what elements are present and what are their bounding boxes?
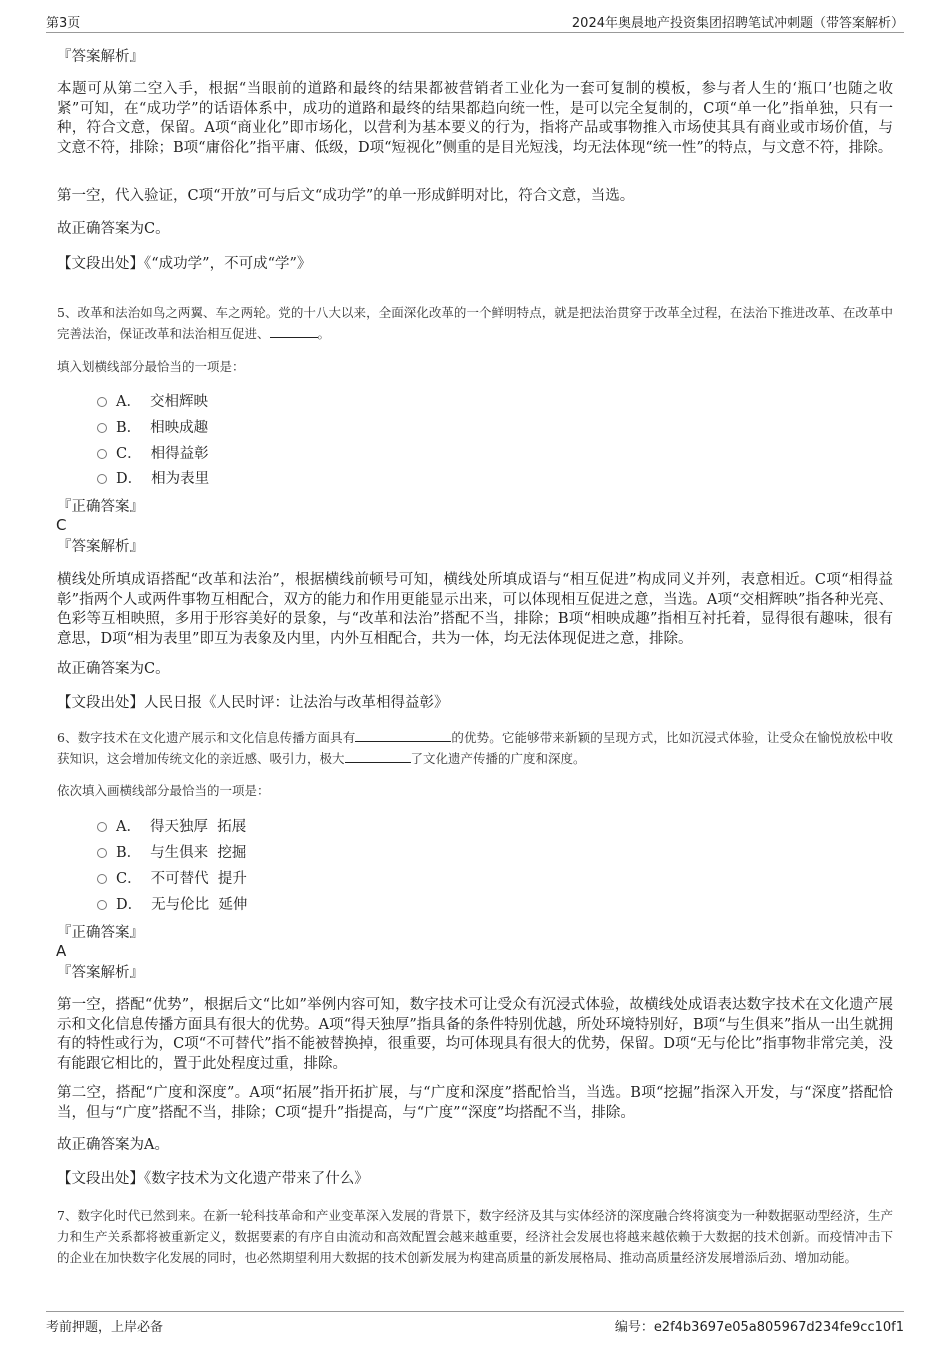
q6-stem-text-a: 6、数字技术在文化遗产展示和文化信息传播方面具有 — [57, 730, 356, 745]
q5-stem-text-a: 5、改革和法治如鸟之两翼、车之两轮。党的十八大以来，全面深化改革的一个鲜明特点，就是把法治贯穿于改革全过程，在法治下推进改革、在改革中完善法治，保证改革和法治相互促进、 — [57, 305, 893, 341]
q4-analysis-paragraph-2: 第一空，代入验证，C项“开放”可与后文“成功学”的单一形成鲜明对比，符合文意，当选。 — [57, 188, 635, 204]
radio-icon[interactable] — [97, 822, 107, 832]
q4-source: 【文段出处】《“成功学”，不可成“学”》 — [57, 256, 312, 272]
radio-icon[interactable] — [97, 874, 107, 884]
document-title: 2024年奥晨地产投资集团招聘笔试冲刺题（带答案解析） — [571, 16, 904, 31]
radio-icon[interactable] — [97, 449, 107, 459]
radio-icon[interactable] — [97, 474, 107, 484]
q5-instruction: 填入划横线部分最恰当的一项是： — [57, 359, 245, 374]
q6-stem-text-c: 了文化遗产传播的广度和深度。 — [410, 751, 586, 766]
q5-option-a[interactable]: A． 交相辉映 — [97, 392, 208, 412]
q5-analysis-label: 『答案解析』 — [57, 539, 144, 555]
q6-answer: A — [56, 942, 67, 960]
q6-stem-text-b: 的优势。它能够带来新颖的呈现方式，比如沉浸式体验，让受众在愉悦放松中收获知识，这会增加传统文化的亲近感、吸引力，极大 — [57, 730, 893, 766]
q5-answer-label: 『正确答案』 — [57, 499, 144, 515]
q5-answer: C — [56, 516, 67, 534]
q6-stem — [57, 727, 893, 769]
document-id: 编号：e2f4b3697e05a805967d234fe9cc10f1 — [614, 1320, 904, 1335]
q6-source: 【文段出处】《数字技术为文化遗产带来了什么》 — [57, 1171, 369, 1187]
footer-slogan: 考前押题，上岸必备 — [46, 1320, 164, 1335]
q6-instruction: 依次填入画横线部分最恰当的一项是： — [57, 783, 270, 798]
q5-stem-text-b: 。 — [317, 326, 331, 341]
radio-icon[interactable] — [97, 397, 107, 407]
q4-conclusion: 故正确答案为C。 — [57, 221, 170, 237]
page-number: 第3页 — [46, 16, 81, 31]
q6-option-c[interactable]: C． 不可替代 提升 — [97, 869, 247, 889]
q6-blank-2 — [345, 748, 411, 763]
q6-blank-1 — [355, 727, 451, 742]
q6-conclusion: 故正确答案为A。 — [57, 1137, 169, 1153]
q6-analysis-label: 『答案解析』 — [57, 965, 144, 981]
q6-option-d[interactable]: D． 无与伦比 延伸 — [97, 895, 247, 915]
q5-option-c[interactable]: C． 相得益彰 — [97, 444, 209, 464]
q6-option-b[interactable]: B． 与生俱来 挖掘 — [97, 843, 246, 863]
q6-answer-label: 『正确答案』 — [57, 925, 144, 941]
page-header — [46, 10, 904, 33]
q5-blank — [270, 323, 318, 338]
radio-icon[interactable] — [97, 848, 107, 858]
q6-analysis-paragraph-2: 第二空，搭配“广度和深度”。A项“拓展”指开拓扩展，与“广度和深度”搭配恰当，当选。B项“挖掘”指深入开发，与“深度”搭配恰当，但与“广度”搭配不当，排除；C项“提升”指提高，与“广度”“深度”均搭配不当，排除。 — [57, 1085, 893, 1121]
q7-stem: 7、数字化时代已然到来。在新一轮科技革命和产业变革深入发展的背景下，数字经济及其与实体经济的深度融合终将演变为一种数据驱动型经济，生产力和生产关系都将被重新定义，数据要素的有序自由流动和高效配置会越来越重要，经济社会发展也将越来越依赖于大数据的技术创新。而疫情冲击下的企业在加快数字化发展的同时，也必然期望利用大数据的技术创新发展为构建高质量的新发展格局、推动高质量经济发展增添后劲、增加动能。 — [57, 1208, 893, 1265]
q6-analysis-paragraph-1: 第一空，搭配“优势”，根据后文“比如”举例内容可知，数字技术可让受众有沉浸式体验，故横线处成语表达数字技术在文化遗产展示和文化信息传播方面具有很大的优势。A项“得天独厚”指具备的条件特别优越，所处环境特别好，B项“与生俱来”指从一出生就拥有的特性或行为，C项“不可替代”指不能被替换掉，很重要，均可体现具有很大的优势，保留。D项“无与伦比”指事物非常完美，没有能跟它相比的，置于此处程度过重，排除。 — [57, 997, 893, 1072]
q5-option-b[interactable]: B． 相映成趣 — [97, 418, 208, 438]
q5-analysis-paragraph-1: 横线处所填成语搭配“改革和法治”，根据横线前顿号可知，横线处所填成语与“相互促进”构成同义并列，表意相近。C项“相得益彰”指两个人或两件事物互相配合，双方的能力和作用更能显示出来，可以体现相互促进之意，当选。A项“交相辉映”指各种光亮、色彩等互相映照，多用于形容美好的景象，与“改革和法治”搭配不当，排除；B项“相映成趣”指相互衬托着，显得很有趣味，很有意思，D项“相为表里”即互为表象及内里，内外互相配合，共为一体，均无法体现促进之意，排除。 — [57, 572, 893, 647]
q5-option-d[interactable]: D． 相为表里 — [97, 469, 209, 489]
q6-option-a[interactable]: A． 得天独厚 拓展 — [97, 817, 246, 837]
q4-analysis-label: 『答案解析』 — [57, 49, 144, 65]
q4-analysis-paragraph-1: 本题可从第二空入手，根据“当眼前的道路和最终的结果都被营销者工业化为一套可复制的模板，参与者人生的‘瓶口’也随之收紧”可知，在“成功学”的话语体系中，成功的道路和最终的结果都趋向统一性，是可以完全复制的，C项“单一化”指单独，只有一种，符合文意，保留。A项“商业化”即市场化，以营利为基本要义的行为，指将产品或事物推入市场使其具有商业或市场价值，与文意不符，排除；B项“庸俗化”指平庸、低级，D项“短视化”侧重的是目光短浅，均无法体现“统一性”的特点，与文意不符，排除。 — [57, 81, 893, 156]
q5-source: 【文段出处】人民日报《人民时评：让法治与改革相得益彰》 — [57, 695, 449, 711]
page-footer — [46, 1311, 904, 1336]
q5-stem — [57, 302, 893, 344]
radio-icon[interactable] — [97, 900, 107, 910]
q5-conclusion: 故正确答案为C。 — [57, 661, 170, 677]
radio-icon[interactable] — [97, 423, 107, 433]
